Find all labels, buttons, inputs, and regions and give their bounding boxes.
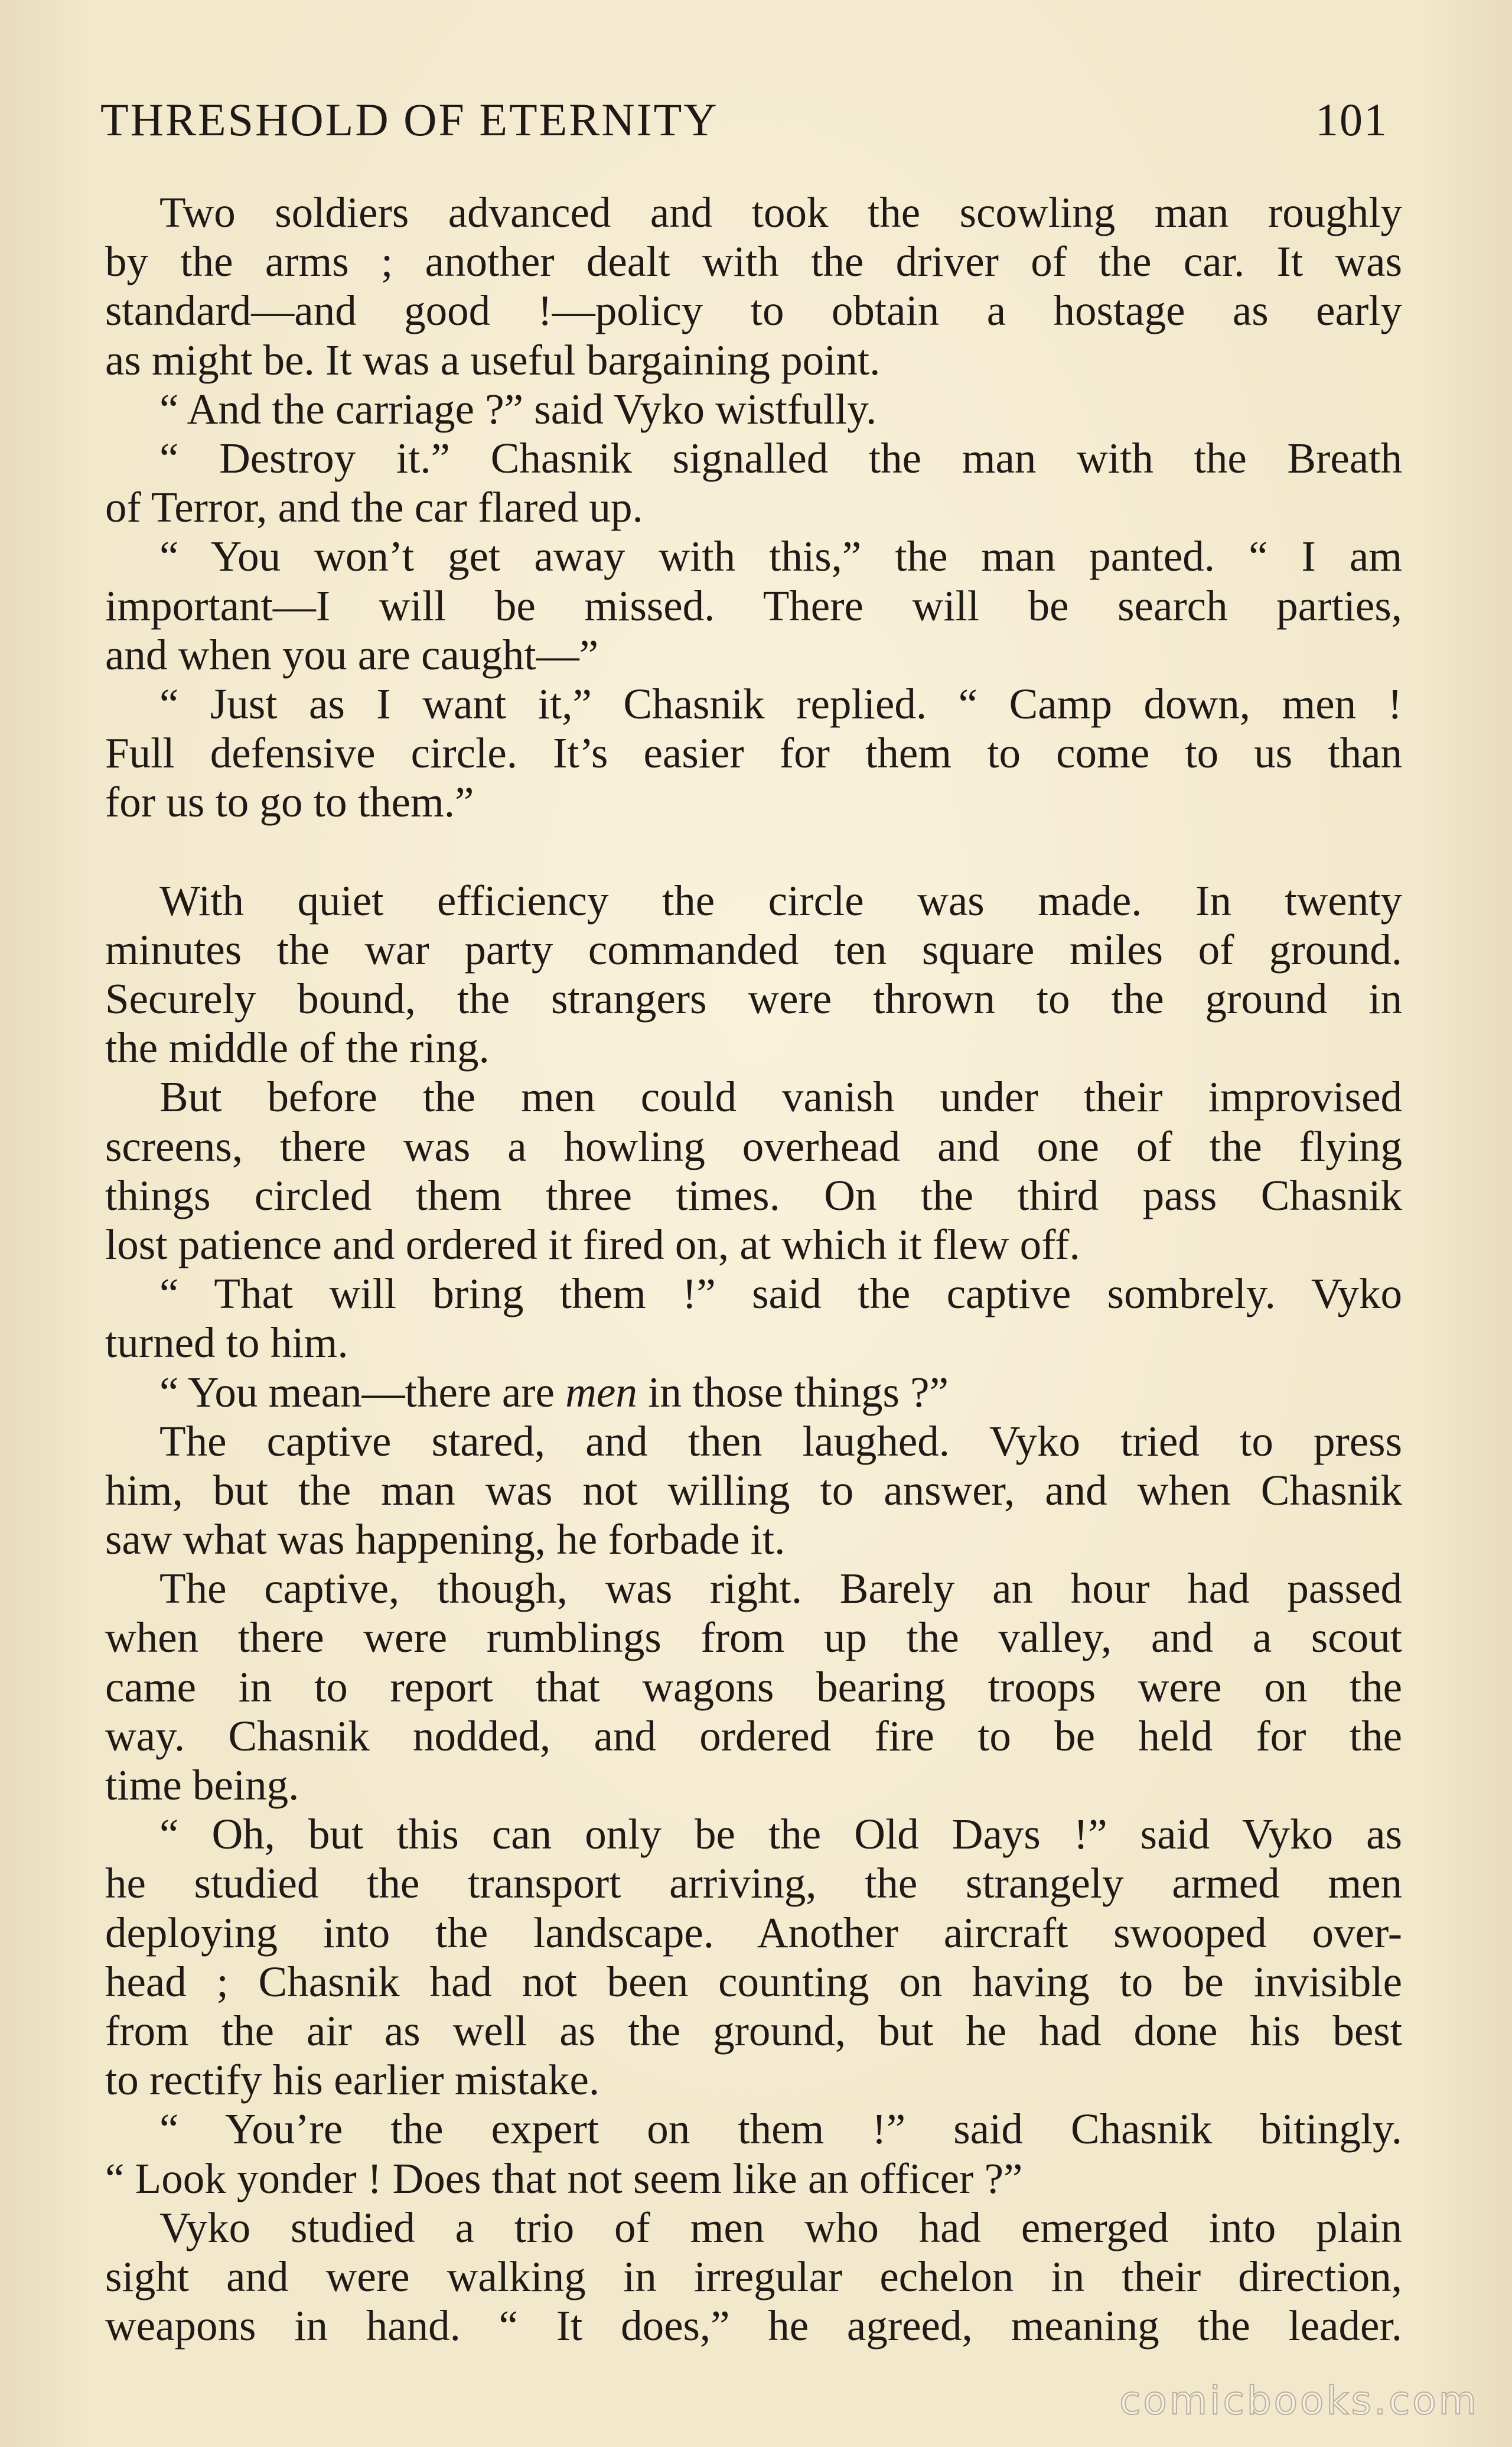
text-line: lost patience and ordered it fired on, at which it flew off.: [105, 1220, 1080, 1268]
text-line: The captive, though, was right. Barely an hour had passed: [159, 1564, 1402, 1613]
text-line: “ Look yonder ! Does that not seem like an officer ?”: [105, 2154, 1023, 2202]
text-line: minutes the war party commanded ten square miles of ground.: [105, 925, 1402, 974]
running-header: [100, 82, 1388, 147]
text-line: “ And the carriage ?” said Vyko wistfully.: [159, 385, 877, 433]
text-fragment: in those things ?”: [637, 1368, 949, 1416]
text-line: turned to him.: [105, 1319, 348, 1367]
text-line: and when you are caught—”: [105, 630, 599, 679]
text-line: “ Destroy it.” Chasnik signalled the man with the Breath: [159, 434, 1402, 482]
text-line: screens, there was a howling overhead and one of the flying: [105, 1122, 1402, 1170]
text-line: standard—and good !—policy to obtain a hostage as early: [105, 287, 1402, 335]
text-line: he studied the transport arriving, the strangely armed men: [105, 1859, 1402, 1908]
text-line: “ You won’t get away with this,” the man panted. “ I am: [159, 532, 1402, 581]
page-number: 101: [1315, 94, 1388, 145]
text-line: things circled them three times. On the third pass Chasnik: [105, 1171, 1402, 1219]
text-line: Securely bound, the strangers were thrown to the ground in: [105, 975, 1402, 1023]
text-line: the middle of the ring.: [105, 1024, 490, 1072]
text-line: [105, 1368, 1402, 1417]
body-text: [105, 188, 1402, 2350]
text-line: way. Chasnik nodded, and ordered fire to be held for the: [105, 1711, 1402, 1760]
section-break: [105, 826, 1402, 876]
text-line: came in to report that wagons bearing troops were on the: [105, 1662, 1402, 1711]
watermark: comicbooks.com: [1119, 2378, 1479, 2423]
text-line: Two soldiers advanced and took the scowling man roughly: [159, 188, 1402, 236]
text-line: head ; Chasnik had not been counting on having to be invisible: [105, 1957, 1402, 2006]
text-line: for us to go to them.”: [105, 778, 474, 826]
text-line: as might be. It was a useful bargaining point.: [105, 336, 881, 384]
text-line: Vyko studied a trio of men who had emerged into plain: [159, 2203, 1402, 2251]
emphasis-men: men: [565, 1368, 637, 1416]
text-line: “ Just as I want it,” Chasnik replied. “ Camp down, men !: [159, 679, 1402, 728]
text-line: important—I will be missed. There will be search parties,: [105, 581, 1402, 630]
text-line: weapons in hand. “ It does,” he agreed, meaning the leader.: [105, 2302, 1402, 2350]
text-line: time being.: [105, 1761, 299, 1809]
text-line: The captive stared, and then laughed. Vyko tried to press: [159, 1417, 1402, 1465]
text-line: “ Oh, but this can only be the Old Days !” said Vyko as: [159, 1810, 1402, 1859]
text-line: With quiet efficiency the circle was made. In twenty: [159, 876, 1402, 925]
text-line: deploying into the landscape. Another aircraft swooped over-: [105, 1908, 1402, 1957]
text-line: when there were rumblings from up the valley, and a scout: [105, 1613, 1402, 1662]
text-line: Full defensive circle. It’s easier for them to come to us than: [105, 729, 1402, 777]
text-line: “ You’re the expert on them !” said Chasnik bitingly.: [159, 2105, 1402, 2153]
text-line: by the arms ; another dealt with the driver of the car. It was: [105, 237, 1402, 286]
text-line: But before the men could vanish under their improvised: [159, 1073, 1402, 1121]
text-fragment: “ You mean—there are: [159, 1368, 566, 1416]
text-line: from the air as well as the ground, but he had done his best: [105, 2006, 1402, 2055]
text-line: him, but the man was not willing to answer, and when Chasnik: [105, 1466, 1402, 1514]
running-title: THRESHOLD OF ETERNITY: [100, 94, 719, 145]
text-line: sight and were walking in irregular echelon in their direction,: [105, 2252, 1402, 2300]
text-line: of Terror, and the car flared up.: [105, 483, 643, 532]
text-line: “ That will bring them !” said the captive sombrely. Vyko: [159, 1270, 1402, 1318]
text-line: to rectify his earlier mistake.: [105, 2056, 600, 2104]
text-line: saw what was happening, he forbade it.: [105, 1515, 786, 1564]
